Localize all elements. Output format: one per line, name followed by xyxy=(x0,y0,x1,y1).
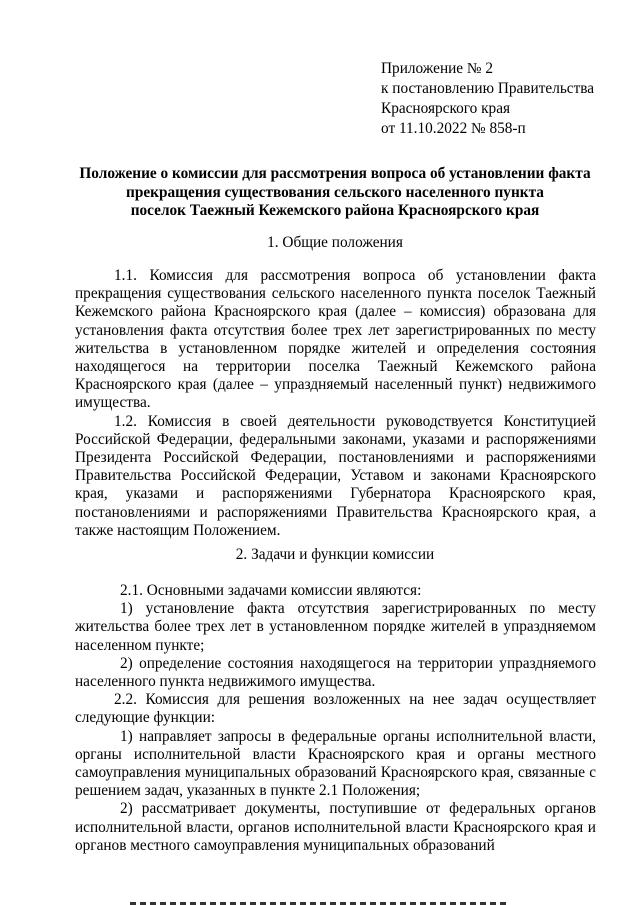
title-line-3: поселок Таежный Кежемского района Красноярского края xyxy=(130,202,540,219)
paragraph-1-1: 1.1. Комиссия для рассмотрения вопроса об установлении факта прекращения существования сельского населенного пункта поселок Таежный Кежемского района Красноярского края (далее – комиссия) образована для установления факта отсутствия более трех лет зарегистрированных по месту жительства в установленном порядке жителей и определения состояния находящегося на территории поселка Таежный Кежемского района Красноярского края (далее – упраздняемый населенный пункт) недвижимого имущества. xyxy=(75,267,596,412)
paragraph-1-2: 1.2. Комиссия в своей деятельности руководствуется Конституцией Российской Федерации, федеральными законами, указами и распоряжениями Президента Российской Федерации, постановлениями и распоряжениями Правительства Российской Федерации, Уставом и законами Красноярского края, указами и распоряжениями Губернатора Красноярского края, постановлениями и распоряжениями Правительства Красноярского края, а также настоящим Положением. xyxy=(75,412,596,539)
paragraph-2-1-item-2: 2) определение состояния находящегося на территории упраздняемого населенного пункта недвижимого имущества. xyxy=(75,654,596,691)
scan-bottom-artifact xyxy=(130,892,510,905)
section-1-heading: 1. Общие положения xyxy=(267,234,403,251)
section-2-body xyxy=(75,582,596,855)
appendix-header xyxy=(381,59,631,139)
appendix-line-1: Приложение № 2 xyxy=(381,60,493,77)
section-2-heading: 2. Задачи и функции комиссии xyxy=(235,546,435,563)
paragraph-2-2-item-1: 1) направляет запросы в федеральные органы исполнительной власти, органы исполнительной власти Красноярского края и органы местного самоуправления муниципальных образований Красноярского края, связанные с решением задач, указанных в пункте 2.1 Положения; xyxy=(75,727,596,800)
paragraph-2-1-item-1: 1) установление факта отсутствия зарегистрированных по месту жительства более трех лет в установленном порядке жителей в упраздняемом населенном пункте; xyxy=(75,600,596,654)
document-title xyxy=(70,165,600,221)
appendix-line-3: Красноярского края xyxy=(381,100,511,117)
title-line-2: прекращения существования сельского населенного пункта xyxy=(126,183,544,201)
appendix-line-2: к постановлению Правительства xyxy=(381,80,595,97)
title-line-1: Положение о комиссии для рассмотрения вопроса об установлении факта xyxy=(79,165,591,182)
section-1-body xyxy=(75,267,596,540)
appendix-line-4: от 11.10.2022 № 858-п xyxy=(381,120,526,137)
paragraph-2-1: 2.1. Основными задачами комиссии являются: xyxy=(120,582,422,599)
paragraph-2-2: 2.2. Комиссия для решения возложенных на нее задач осуществляет следующие функции: xyxy=(75,691,596,727)
paragraph-2-2-item-2: 2) рассматривает документы, поступившие от федеральных органов исполнительной власти, органов исполнительной власти Красноярского края и органов местного самоуправления муниципальных образований xyxy=(75,800,596,854)
